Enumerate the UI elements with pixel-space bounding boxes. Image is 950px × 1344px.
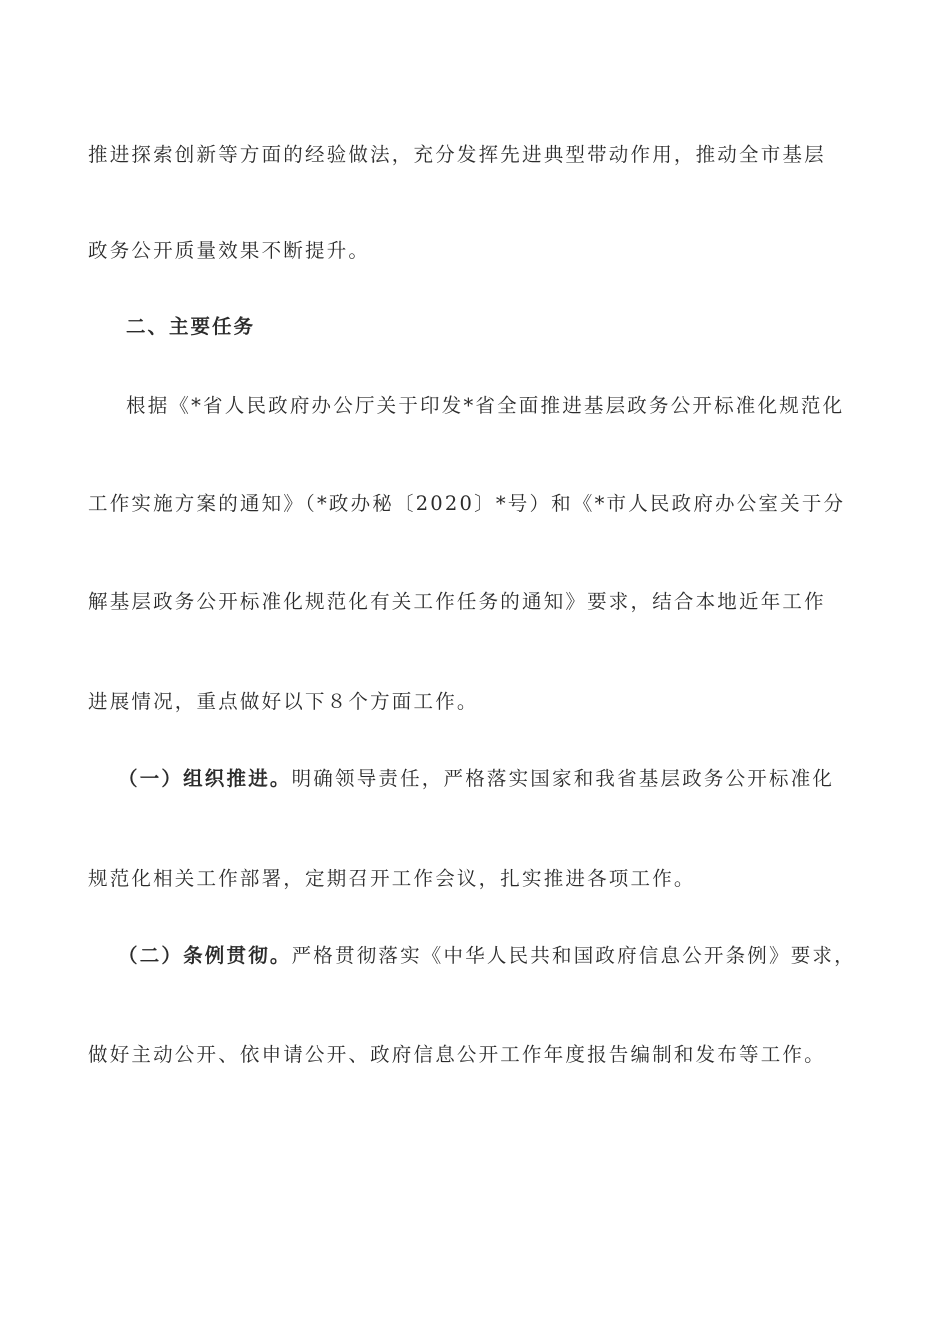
item2-title: （二）条例贯彻。 — [118, 944, 292, 967]
item2-line-2: 做好主动公开、依申请公开、政府信息公开工作年度报告编制和发布等工作。 — [88, 1043, 826, 1066]
item1-line-1 — [118, 765, 908, 793]
item1-text: 明确领导责任，严格落实国家和我省基层政务公开标准化 — [291, 767, 835, 790]
item1-title: （一）组织推进。 — [118, 767, 292, 790]
item2-line-1 — [118, 942, 908, 970]
section-heading: 二、主要任务 — [126, 315, 256, 338]
basis-paragraph-line-3: 解基层政务公开标准化规范化有关工作任务的通知》要求，结合本地近年工作 — [88, 590, 826, 613]
basis-paragraph-line-1: 根据《*省人民政府办公厅关于印发*省全面推进基层政务公开标准化规范化 — [126, 394, 845, 417]
item1-line-2: 规范化相关工作部署，定期召开工作会议，扎实推进各项工作。 — [88, 867, 696, 890]
item2-text: 严格贯彻落实《中华人民共和国政府信息公开条例》要求， — [291, 944, 856, 967]
intro-paragraph-line-2: 政务公开质量效果不断提升。 — [88, 239, 371, 262]
basis-paragraph-line-4: 进展情况，重点做好以下８个方面工作。 — [88, 690, 479, 713]
intro-paragraph-line-1: 推进探索创新等方面的经验做法，充分发挥先进典型带动作用，推动全市基层 — [88, 143, 826, 166]
basis-paragraph-line-2: 工作实施方案的通知》（*政办秘〔2020〕*号）和《*市人民政府办公室关于分 — [88, 492, 846, 515]
